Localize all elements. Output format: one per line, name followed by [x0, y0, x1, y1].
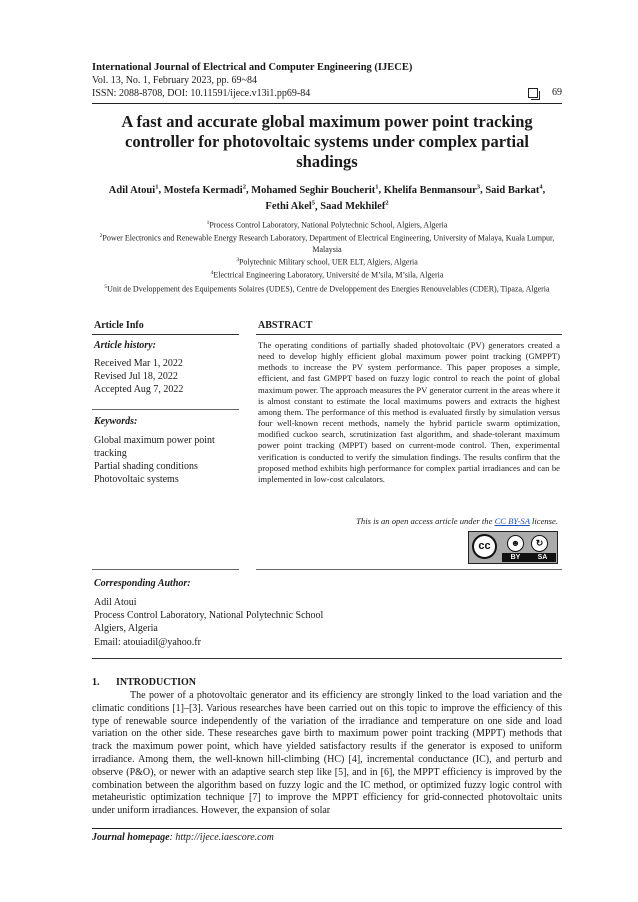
author: Mostefa Kermadi$^2$	[163, 183, 246, 196]
header-rule	[92, 103, 562, 104]
article-info-heading: Article Info	[94, 320, 144, 331]
author: Fethi Akel$^5$	[265, 199, 316, 212]
section-title: INTRODUCTION	[116, 677, 197, 688]
keyword-item: Global maximum power point tracking	[94, 435, 215, 459]
footer-rule	[92, 828, 562, 829]
license-link[interactable]: CC BY-SA	[494, 516, 530, 526]
introduction-body	[92, 690, 562, 818]
keyword-item: Photovoltaic systems	[94, 474, 179, 485]
affiliation: $^4$Electrical Engineering Laboratory, Université de M’sila, M’sila, Algeria	[210, 270, 444, 280]
author: Mohamed Seghir Boucherit$^1$	[251, 183, 379, 196]
keyword-list	[94, 434, 238, 486]
author: Adil Atoui$^1$	[108, 183, 159, 196]
share-alike-icon: ↻	[531, 535, 548, 552]
journal-name: International Journal of Electrical and Computer Engineering (IJECE)	[92, 62, 413, 73]
journal-volume: Vol. 13, No. 1, February 2023, pp. 69~84	[92, 75, 257, 86]
history-rule	[92, 409, 239, 410]
corr-line: Algiers, Algeria	[94, 623, 158, 635]
cc-by-label: BY	[510, 554, 521, 561]
abstract-heading: ABSTRACT	[258, 320, 313, 331]
corr-right-rule	[256, 569, 562, 570]
corresponding-author-details	[94, 596, 323, 649]
history-item: Received Mar 1, 2022	[94, 358, 183, 369]
corresponding-author-label: Corresponding Author:	[94, 578, 191, 589]
journal-homepage	[92, 832, 274, 843]
affiliation-list	[96, 218, 558, 295]
cc-sa-label: SA	[537, 554, 548, 561]
paper-title	[92, 112, 562, 172]
page-number: 69	[552, 87, 562, 98]
cc-by-sa-badge[interactable]	[468, 531, 558, 564]
abstract-text: The operating conditions of partially shaded photovoltaic (PV) generators created a need to develop highly efficient global maximum power point tracking (GMPPT) methods to increase the PV system performance. This paper proposes a simple, efficient, and fast GMPPT based on fuzzy logic control to reach the point of global maximum power. The approach measures the PV generator current in the areas where it is almost constant to estimate the local maximums powers and extracts the highest among them. The performance of this method is evaluated firstly by simulation versus four well-known recent methods, namely the hybrid particle swarm optimization, modified cuckoo search, scrutinization fast algorithm, and shade-tolerant maximum power point tracking (MPPT) based on current-mode control. Then, experimental verification is conducted to verify the simulation findings. The results confirm that the proposed method exhibits high performance for complex partial irradiances and can be implemented in low-cost calculators.	[258, 340, 560, 484]
author: Said Barkat$^4$	[485, 183, 543, 196]
affiliation: $^5$Unit de Dveloppement des Equipements Solaires (UDES), Centre de Dveloppement des Energies Renouvelables (CDER), Tipaza, Algeria	[104, 283, 550, 294]
cc-strip	[502, 553, 556, 562]
corr-line: Adil Atoui	[94, 597, 137, 608]
history-item: Accepted Aug 7, 2022	[94, 384, 184, 395]
affiliation: $^1$Process Control Laboratory, National Polytechnic School, Algiers, Algeria	[206, 220, 448, 230]
keyword-item: Partial shading conditions	[94, 461, 198, 472]
title-line: A fast and accurate global maximum power point tracking	[121, 112, 533, 131]
homepage-url[interactable]: : http://ijece.iaescore.com	[169, 832, 274, 843]
article-history	[94, 357, 183, 396]
author: Saad Mekhilef$^2$	[320, 199, 389, 212]
affiliation: $^3$Polytechnic Military school, UER ELT, Algiers, Algeria	[236, 257, 418, 267]
abstract-rule	[256, 334, 562, 335]
corr-left-rule	[92, 569, 239, 570]
affiliation: $^2$Power Electronics and Renewable Energy Research Laboratory, Department of Electrical Engineering, University of Malaya, Kuala Lumpur, Malaysia	[99, 233, 555, 254]
header-page-info	[528, 87, 562, 98]
title-line: controller for photovoltaic systems under complex partial	[125, 132, 529, 151]
license-note: This is an open access article under the CC BY-SA license.	[356, 516, 558, 526]
corr-line: Process Control Laboratory, National Polytechnic School	[94, 610, 324, 622]
history-item: Revised Jul 18, 2022	[94, 371, 178, 382]
keywords-label: Keywords:	[94, 416, 138, 427]
title-line: shadings	[296, 152, 358, 171]
person-icon: ☻	[507, 535, 524, 552]
author: Khelifa Benmansour$^3$	[383, 183, 481, 196]
author-list: Adil Atoui$^1$, Mostefa Kermadi$^2$, Mohamed Seghir Boucherit$^1$, Khelifa Benmansour$^3$, Said Barkat$^4$, Fethi Akel$^5$, Saad Mekhilef$^2$	[108, 183, 546, 212]
homepage-label: Journal homepage	[92, 832, 170, 843]
introduction-heading	[92, 677, 196, 688]
section-number: 1.	[92, 677, 100, 688]
article-info-rule	[92, 334, 239, 335]
corr-line: Email: atouiadil@yahoo.fr	[94, 636, 201, 648]
page-box-icon	[528, 88, 538, 98]
cc-icon: cc	[472, 534, 497, 559]
corr-bottom-rule	[92, 658, 562, 659]
journal-issn: ISSN: 2088-8708, DOI: 10.11591/ijece.v13i1.pp69-84	[92, 88, 311, 99]
body-paragraph: The power of a photovoltaic generator and its efficiency are strongly linked to the load variation and the climatic conditions [1]–[3]. Various researches have been carried out on this topic to improve the efficiency of this type of renewable source independently of the variation of the irradiance and temperature on one side and load variation on the other side. These researches gave birth to maximum power point tracking (MPPT) methods that track the maximum power point, which have yielded satisfactory results if the generator is exposed to uniform irradiance. Among them, the well-known hill-climbing (HC) [4], incremental conductance (IC), and perturb and observe (P&O), or newer with an adaptive search step like [5], and in [6], the MPPT efficiency is improved by the combination between the algorithm based on fuzzy logic and the IC method, or optimized fuzzy logic control with metaheuristic optimization technique [7] to improve the MPPT efficiency for grid-connected photovoltaic units under uniform irradiances. However, the expansion of solar	[92, 690, 562, 817]
article-history-label: Article history:	[94, 340, 156, 351]
